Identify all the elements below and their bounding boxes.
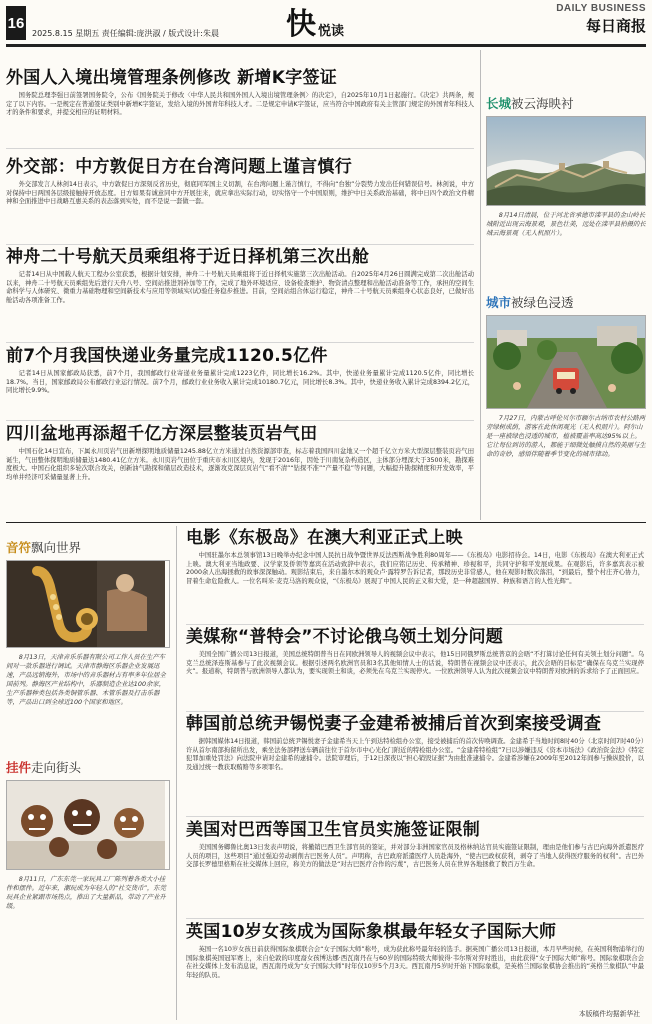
photo-story-title — [6, 760, 170, 776]
article-body: 中国驻墨尔本总领事馆13日晚举办纪念中国人民抗日战争暨世界反法西斯战争胜利80周年——《东极岛》电影招待会。14日，电影《东极岛》在澳大利亚正式上映。澳大利亚当地政要、汉学家及侨领等嘉宾在活动致辞中表示，我们应铭记历史、传承精神、珍视和平，共同守护和平发展成果。在观影后，许多嘉宾表示被2000余人出海拯救的故事深深触动。观影结束后，来自墨尔本的观众卢·露特罗告诉记者，那段历史非常感人，他在观影时数次落泪，“到最后，整个村庄齐心协力，冒着生命危险救人。一位名叫米·麦克马洛的观众说，“《东极岛》展现了中国人民的正义和大爱，是一种超越国界、种族和语言的人性光辉”。 — [186, 552, 644, 585]
divider — [186, 711, 644, 712]
headline: 神舟二十号航天员乘组将于近日择机第三次出舱 — [6, 247, 370, 267]
divider — [186, 624, 644, 625]
page-number: 16 — [6, 6, 26, 40]
headline: 外交部：中方敦促日方在台湾问题上谨言慎行 — [6, 157, 352, 177]
photo-story-toy-pendants — [6, 760, 170, 1018]
photo-caption: 7月27日，内蒙古呼伦贝尔市额尔古纳市农村公路两旁绿树成荫，游客在此休闲观光（无人机照片）。阿尔山是一座被绿色浸透的城市，植被覆盖率高达95%以上。它让每位到访的游人，都能于细微处触摸自然的美丽与生命的奇妙，感悟伴随着季节变化的城市律动。 — [486, 414, 646, 458]
section-logo — [286, 4, 344, 42]
photo-story-title — [486, 295, 646, 311]
section-logo-big: 快 — [286, 7, 316, 42]
article-body: 记者14日从中国载人航天工程办公室获悉，根据计划安排，神舟二十号航天员乘组将于近日择机实施第三次出舱活动。自2025年4月26日圆满完成第二次出舱活动以来，神舟二十号航天员乘组先后进行天舟八号、空间站推进剂补加等工作，完成了地外环境适应、设备检查维护、物资清点整理和出舱活动准备等工作，承担的空间生命科学与人体研究、微重力基础物理和空间新技术与应用等领域实(试)验任务稳步推进。目前，空间站组合体运行稳定，神舟二十号航天员乘组身心状态良好，已做好出舱活动各项准备工作。 — [6, 271, 474, 304]
headline: 外国人入境出境管理条例修改 新增K字签证 — [6, 68, 338, 88]
divider — [186, 816, 644, 817]
section-logo-small: 悦读 — [318, 24, 345, 39]
green-city-photo — [486, 315, 646, 409]
divider — [6, 148, 474, 149]
article-dongji-island — [186, 528, 644, 620]
headline: 电影《东极岛》在澳大利亚正式上映 — [186, 528, 463, 548]
section-rule — [6, 522, 646, 523]
title-keyword: 音符 — [6, 540, 32, 555]
great-wall-photo — [486, 116, 646, 206]
article-visa-restriction — [186, 820, 644, 916]
photo-story-title — [6, 540, 170, 556]
title-keyword: 长城 — [486, 96, 512, 111]
headline: 前7个月我国快递业务量完成1120.5亿件 — [6, 346, 328, 366]
divider — [6, 244, 474, 245]
photo-story-green-city — [486, 295, 646, 515]
article-k-visa — [6, 68, 474, 144]
article-body: 据韩国媒体14日报道，韩国前总统尹锡悦妻子金建希当天上午到达特检组办公室，接受被捕后的首次传唤调查。金建希于当地时间8时40分（北京时间7时40分）许从首尔南部拘留所出发，乘坐法务部押送车辆前往位于首尔市中心光化门附近的特检组办公室。“金建希特检组”7日以涉嫌违反《资本市场法》《政治资金法》《特定犯罪加重处罚法》向法院申请对金建希的逮捕令。法院审理后，于12日深夜以“担心销毁证据”为由批准逮捕令。金建希涉嫌在2009年至2012年间参与操纵股价，以及通过统一教获取贿赂等多项罪名。 — [186, 738, 644, 771]
title-rest: 被云海映衬 — [511, 96, 574, 111]
masthead — [0, 0, 652, 44]
title-keyword: 挂件 — [6, 760, 32, 775]
photo-caption: 8月14日清晨，位于河北省承德市滦平县的金山岭长城附近出现云海景观，景色壮美，远处在滦平县拍摄的长城云海景观（无人机照片）。 — [486, 211, 646, 237]
article-chess-girl — [186, 922, 644, 1010]
headline: 美媒称“普特会”不讨论俄乌领土划分问题 — [186, 627, 504, 647]
date-line: 2025.8.15 星期五 责任编辑:庞洪淑 / 版式设计:朱晨 — [32, 29, 219, 38]
article-putin-trump-summit — [186, 627, 644, 709]
article-body: 外交部发言人林剑14日表示，中方敦促日方深刻反省历史，彻底同军国主义切割，在台湾问题上谨言慎行，不得向“台独”分裂势力发出任何错误信号。林剑说，中方对保持中日两国各层级接触持开放态度。日方如果有诚意同中方开展往来，就应拿出实际行动，切实恪守一个中国原则，维护中日关系政治基础，将中日四个政治文件精神和全面推进中日战略互惠关系的表态落到实处，而不是说一套做一套。 — [6, 181, 474, 206]
article-kim-keon-hee — [186, 714, 644, 814]
article-shenzhou-20 — [6, 247, 474, 339]
photo-caption: 8月13日，天津音乐乐器有限公司工作人员在生产车间对一款乐器进行调试。天津市静海区乐器企业发展迅速，产品远销海外，市场中的音乐器材占有率多年位居全国前列。静海区产业结构中，乐器制造企业达100余家，生产乐器种类包括各类铜管乐器、木管乐器及打击乐器等，产品出口到全球近100个国家和地区。 — [6, 653, 166, 706]
divider — [186, 918, 644, 919]
headline: 韩国前总统尹锡悦妻子金建希被捕后首次到案接受调查 — [186, 714, 602, 734]
translation-note: 本版稿件均据新华社 — [578, 1010, 640, 1018]
headline: 四川盆地再添超千亿方深层整装页岩气田 — [6, 424, 318, 444]
title-rest: 被绿色浸透 — [511, 295, 574, 310]
article-body: 中国石化14日宣布，下属永川页岩气田新增探明地质储量1245.88亿立方米通过自然资源部审查，标志着我国四川盆地又一个超千亿立方米大型深层整装页岩气田诞生，气田整体探明地质储量达1480.41亿立方米。永川页岩气田位于重庆市永川区境内，发现于2016年，因处于川南复杂构造区，主体部分埋深大于3500米，勘探难度极大。中国石化组织多轮次联合攻关，创新油气勘探和储层改造技术，逐渐攻克深层页岩气“看不清”“钻探不准”“产量不稳”等问题，大幅提升勘探精度和开发效率，平均单井经济可采储量显著上升。 — [6, 448, 474, 481]
article-body: 国务院总理李强日前签署国务院令，公布《国务院关于修改〈中华人民共和国外国人入境出境管理条例〉的决定》，自2025年10月1日起施行。《决定》共两条，规定了以下内容。一是规定在普通签证类别中新增K字签证，发给入境的外国青年科技人才。二是规定申请K字签证，应当符合中国政府有关主管部门规定的外国青年科技人才的条件和要求，并提交相应的证明材料。 — [6, 92, 474, 117]
photo-story-title — [486, 96, 646, 112]
photo-story-musical-instruments — [6, 540, 170, 750]
headline: 英国10岁女孩成为国际象棋最年轻女子国际大师 — [186, 922, 557, 942]
article-body: 美国国务卿鲁比奥13日发表声明说，将撤销巴西卫生部官员的签证，并对部分非洲国家官员及格林纳达官员实施签证限制，理由是他们参与古巴向海外派遣医疗人员的项目，这些项目“通过强迫劳动剥削古巴医务人员”。声明称，古巴政府派遣医疗人员赴海外，“使古巴政权获利，剥夺了当地人获得医疗服务的权利”。古巴外交部长罗德里格斯在社交媒体上回应，称美方的做法是“对古巴医疗合作的污蔑”，古巴医务人员在世界各地拯救了数百万生命。 — [186, 844, 644, 869]
article-body: 美国全国广播公司13日报道，美国总统特朗普当日在同欧洲领导人的视频会议中表示，他15日同俄罗斯总统普京的会晤“不打算讨论任何有关领土划分问题”。乌克兰总统泽连斯基参与了此次视频会议。根据引述两名欧洲官员和3名其他知情人士的话说，特朗普在视频会议中还表示，此次会晤的目标是“确保在乌克兰实现停火”。报道称，特朗普与欧洲领导人都认为，要实现领土和谈，必须先在乌克兰实现停火。一位欧洲领导人认为此次视频会议中特朗普对欧洲的诉求给予了正面回应。 — [186, 651, 644, 676]
column-divider — [480, 50, 481, 520]
newspaper-name-en: DAILY BUSINESS — [556, 3, 646, 14]
article-mfa-taiwan — [6, 157, 474, 241]
divider — [6, 420, 474, 421]
photo-story-great-wall — [486, 96, 646, 266]
saxophone-photo — [6, 560, 170, 648]
photo-caption: 8月11日，广东东莞一家玩具工厂陈列着各类大小挂件和摆件。近年来，潮玩成为年轻人的“社交货币”，东莞玩具企业紧跟市场热点，推出了大量新品，带动了产业升级。 — [6, 875, 166, 910]
title-keyword: 城市 — [486, 295, 512, 310]
article-shale-gas — [6, 424, 474, 516]
divider — [6, 342, 474, 343]
column-divider — [176, 526, 177, 1020]
article-body: 英国一名10岁女孩日前获得国际象棋联合会“女子国际大师”称号，成为获此称号最年轻的选手。据英国广播公司13日报道，本月早些时候，在英国利物浦举行的国际象棋英国冠军赛上，来自伦敦的印度裔女孩博达娜·西瓦南丹在与60岁的国际特级大师彼得·韦尔斯对弈时胜出，由此获得“女子国际大师”称号。国际象棋联合会在社交媒体上发布消息说，西瓦南丹成为“女子国际大师”时年仅10岁5个月3天。西瓦南丹5岁时开始下国际象棋，是英格兰国际象棋协会推出的“英格兰象棋队”中最年轻的队员。 — [186, 946, 644, 979]
title-rest: 走向街头 — [31, 760, 82, 775]
masthead-rule — [6, 44, 646, 47]
article-body: 记者14日从国家邮政局获悉，前7个月，我国邮政行业寄递业务量累计完成1223亿件，同比增长16.2%。其中，快递业务量累计完成1120.5亿件，同比增长18.7%。当日，国家邮政局公布邮政行业运行情况。前7个月，邮政行业业务收入累计完成10180.7亿元，同比增长8.3%。其中，快递业务收入累计完成8394.2亿元，同比增长9.9%。 — [6, 370, 474, 395]
article-express-delivery — [6, 346, 474, 418]
toy-pendants-photo — [6, 780, 170, 870]
newspaper-name-cn: 每日商报 — [585, 17, 646, 35]
headline: 美国对巴西等国卫生官员实施签证限制 — [186, 820, 481, 840]
title-rest: 飘向世界 — [31, 540, 82, 555]
